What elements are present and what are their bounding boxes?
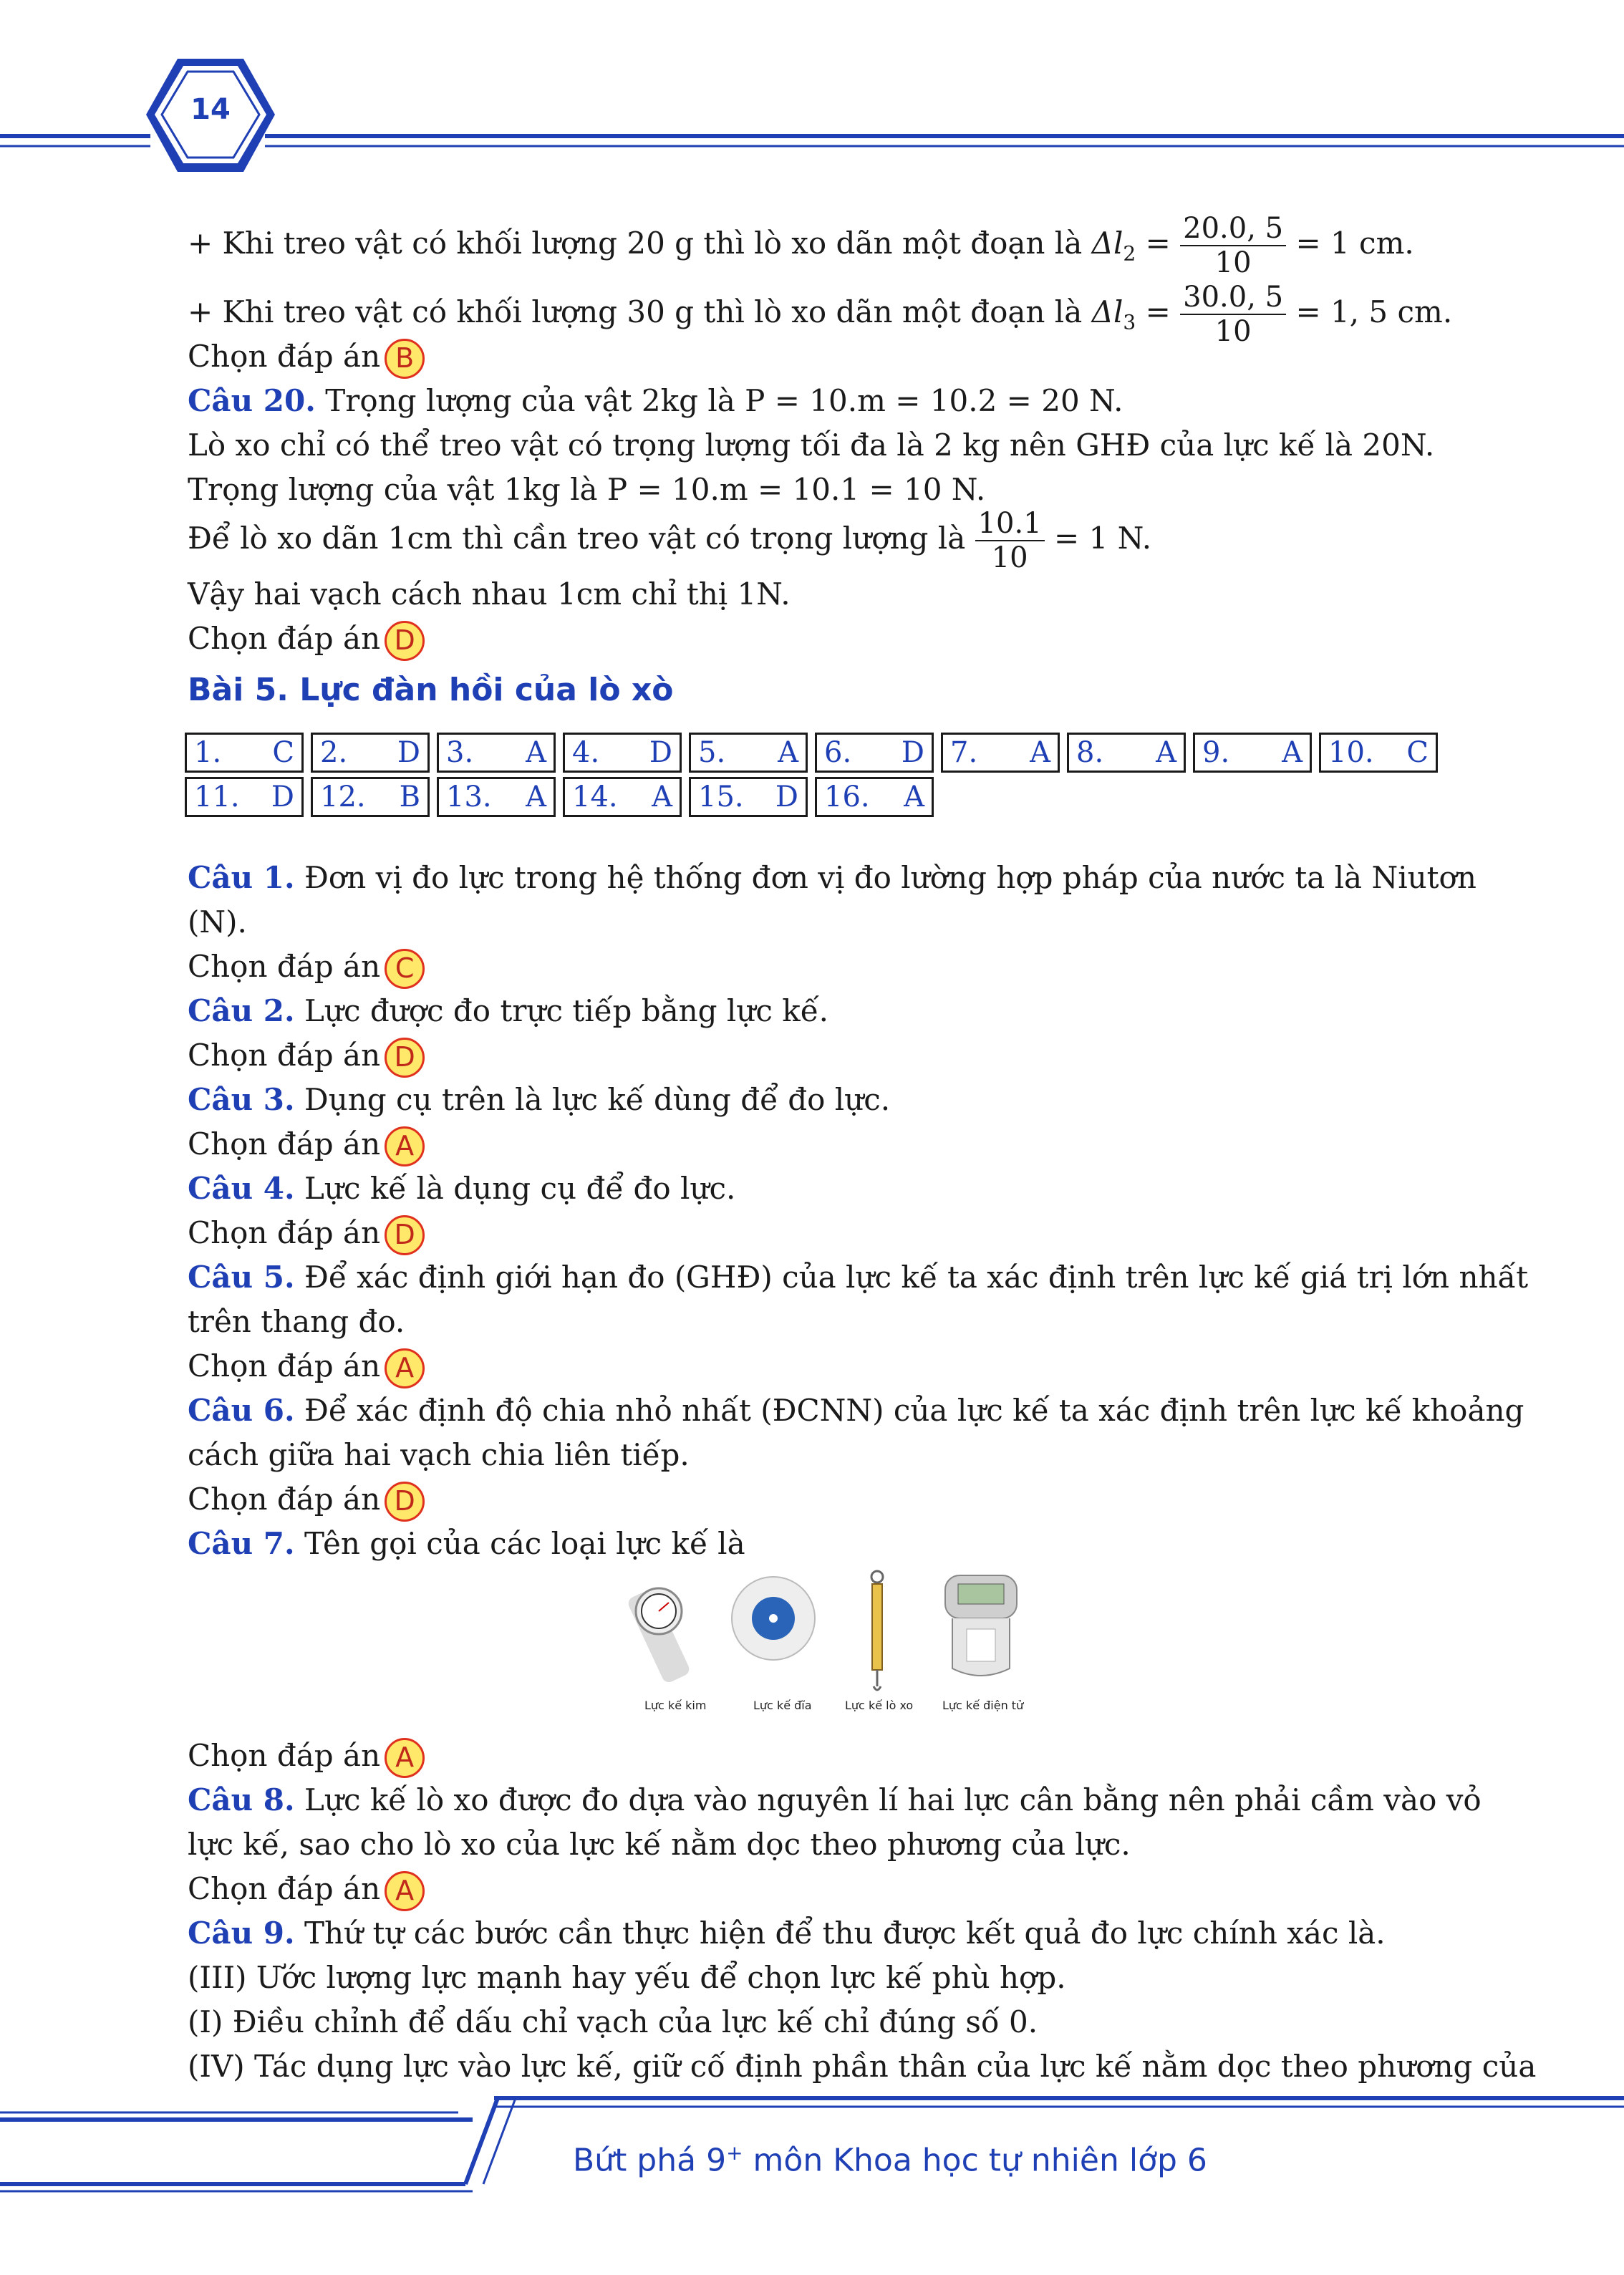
cau20-line-2: Lò xo chỉ có thể treo vật có trọng lượng tối đa là 2 kg nên GHĐ của lực kế là 20N. [188,428,1435,463]
answer-number: 5. [698,736,726,769]
answer-letter: A [1282,736,1302,769]
intro-line-2: + Khi treo vật có khối lượng 30 g thì lò xo dãn một đoạn là $\Delta l_3$ = $\frac{30.0, 5}{10}$ = 1, 5 cm. [188,281,1453,348]
answer-cell [941,733,1060,773]
q5-line-1: Câu 5. Để xác định giới hạn đo (GHĐ) của lực kế ta xác định trên lực kế giá trị lớn nhất [188,1260,1529,1295]
answer-letter: C [1406,736,1429,769]
answer-cell [815,777,934,817]
q3-choose: Chọn đáp án A [188,1124,425,1167]
answer-number: 2. [320,736,348,769]
question-label: Câu 20. [188,383,316,418]
answer-letter: A [778,736,798,769]
intro-line-2-fraction: $\frac{30.0, 5}{10}$ [1180,281,1286,348]
answer-letter: A [1156,736,1176,769]
answer-letter: A [526,736,546,769]
answer-circle: C [385,949,425,989]
digital-force-meter-image [945,1575,1017,1676]
answer-circle: A [385,1126,425,1167]
answer-cell [311,733,430,773]
figure-label: Lực kế kim [644,1699,707,1712]
answer-number: 10. [1328,736,1374,769]
q9-line-2: (III) Ước lượng lực mạnh hay yếu để chọn lực kế phù hợp. [188,1960,1066,1995]
question-label: Câu 5. [188,1260,295,1295]
intro-line-2-sub: 3 [1123,310,1136,334]
q2-choose: Chọn đáp án D [188,1035,425,1078]
intro-line-1-text: + Khi treo vật có khối lượng 20 g thì lò xo dãn một đoạn là [188,226,1092,261]
intro-line-1-sub: 2 [1123,241,1136,266]
answer-circle: D [385,1038,425,1078]
intro-line-2-text: + Khi treo vật có khối lượng 30 g thì lò xo dãn một đoạn là [188,294,1092,329]
answer-letter: A [652,781,672,813]
answer-cell [1319,733,1438,773]
section-title: Bài 5. Lực đàn hồi của lò xò [188,672,674,708]
answer-cell [563,733,682,773]
intro-line-1-var: Δl [1091,226,1123,261]
answer-letter: C [272,736,294,769]
answer-letter: A [526,781,546,813]
answer-circle: A [385,1738,425,1778]
intro-line-2-result: = 1, 5 cm. [1295,294,1453,329]
answer-cell [1193,733,1312,773]
question-label: Câu 3. [188,1082,295,1117]
answer-number: 13. [446,781,492,813]
answer-circle: A [385,1348,425,1388]
dial-force-meter-image [626,1588,691,1685]
cau20-line-1: Câu 20. Trọng lượng của vật 2kg là P = 10.m = 10.2 = 20 N. [188,383,1123,418]
answer-cell [689,733,808,773]
force-meters-figure [616,1568,1031,1697]
cau20-line-4: Để lò xo dãn 1cm thì cần treo vật có trọng lượng là $\frac{10.1}{10}$ = 1 N. [188,507,1152,574]
answer-row [185,733,1438,773]
answer-letter: D [649,736,672,769]
answer-letter: D [397,736,420,769]
q7-line-1: Câu 7. Tên gọi của các loại lực kế là [188,1526,745,1561]
answer-key-table [178,728,1445,821]
answer-circle: D [385,1215,425,1255]
answer-letter: A [1030,736,1050,769]
answer-number: 9. [1202,736,1230,769]
answer-circle: D [385,1482,425,1522]
answer-letter: B [399,781,420,813]
answer-number: 15. [698,781,744,813]
intro-line-2-var: Δl [1091,294,1123,329]
intro-choose: Chọn đáp án B [188,337,425,379]
cau20-fraction: $\frac{10.1}{10}$ [975,507,1045,574]
q5-line-2: trên thang đo. [188,1304,405,1339]
question-label: Câu 2. [188,993,295,1028]
intro-line-1: + Khi treo vật có khối lượng 20 g thì lò xo dãn một đoạn là $\Delta l_2$ = $\frac{20.0, 5}{10}$ = 1 cm. [188,212,1414,279]
cau20-choose: Chọn đáp án D [188,619,425,661]
answer-circle: A [385,1871,425,1911]
answer-cell [437,733,556,773]
q5-choose: Chọn đáp án A [188,1346,425,1388]
figure-label: Lực kế điện tử [942,1699,1024,1712]
disc-force-meter-image [732,1577,815,1660]
answer-number: 3. [446,736,474,769]
q8-line-1: Câu 8. Lực kế lò xo được đo dựa vào nguyên lí hai lực cân bằng nên phải cầm vào vỏ [188,1782,1482,1817]
answer-circle: B [385,339,425,379]
answer-row [185,777,1438,817]
q6-line-2: cách giữa hai vạch chia liên tiếp. [188,1437,690,1472]
q6-choose: Chọn đáp án D [188,1479,425,1522]
cau20-line-3: Trọng lượng của vật 1kg là P = 10.m = 10.1 = 10 N. [188,472,986,507]
q1-choose: Chọn đáp án C [188,947,425,989]
header-decoration [0,0,1624,186]
answer-number: 8. [1076,736,1104,769]
figure-label: Lực kế đĩa [753,1699,812,1712]
q9-line-1: Câu 9. Thứ tự các bước cần thực hiện để thu được kết quả đo lực chính xác là. [188,1916,1386,1951]
q2-line-1: Câu 2. Lực được đo trực tiếp bằng lực kế. [188,993,828,1028]
answer-cell [689,777,808,817]
answer-cell [815,733,934,773]
q6-line-1: Câu 6. Để xác định độ chia nhỏ nhất (ĐCNN) của lực kế ta xác định trên lực kế khoảng [188,1393,1524,1428]
intro-line-1-result: = 1 cm. [1295,226,1414,261]
question-label: Câu 8. [188,1782,295,1817]
q7-choose: Chọn đáp án A [188,1736,425,1778]
question-label: Câu 4. [188,1171,295,1206]
q3-line-1: Câu 3. Dụng cụ trên là lực kế dùng để đo lực. [188,1082,891,1117]
answer-number: 7. [950,736,978,769]
answer-letter: A [904,781,924,813]
question-label: Câu 6. [188,1393,295,1428]
q1-line-2: (N). [188,904,247,940]
question-label: Câu 1. [188,860,295,895]
answer-number: 6. [824,736,852,769]
q8-line-2: lực kế, sao cho lò xo của lực kế nằm dọc theo phương của lực. [188,1827,1131,1862]
q9-line-3: (I) Điều chỉnh để dấu chỉ vạch của lực kế chỉ đúng số 0. [188,2004,1038,2039]
q1-line-1: Câu 1. Đơn vị đo lực trong hệ thống đơn vị đo lường hợp pháp của nước ta là Niutơn [188,860,1476,895]
question-label: Câu 7. [188,1526,295,1561]
answer-cell [563,777,682,817]
answer-letter: D [901,736,924,769]
footer-book-title: Bứt phá 9+ môn Khoa học tự nhiên lớp 6 [573,2141,1207,2179]
answer-number: 1. [194,736,222,769]
answer-number: 12. [320,781,366,813]
answer-cell [185,733,304,773]
figure-label: Lực kế lò xo [845,1699,914,1712]
answer-letter: D [271,781,294,813]
answer-cell [1067,733,1186,773]
cau20-line-5: Vậy hai vạch cách nhau 1cm chỉ thị 1N. [188,576,791,612]
answer-cell [185,777,304,817]
q8-choose: Chọn đáp án A [188,1869,425,1911]
answer-number: 16. [824,781,870,813]
q9-line-4: (IV) Tác dụng lực vào lực kế, giữ cố định phần thân của lực kế nằm dọc theo phương của [188,2049,1537,2084]
answer-number: 14. [572,781,618,813]
page-number: 14 [190,93,231,126]
intro-line-1-fraction: $\frac{20.0, 5}{10}$ [1180,212,1286,279]
spring-force-meter-image [871,1571,883,1690]
answer-number: 4. [572,736,600,769]
answer-cell [311,777,430,817]
question-label: Câu 9. [188,1916,295,1951]
answer-cell [437,777,556,817]
q4-line-1: Câu 4. Lực kế là dụng cụ để đo lực. [188,1171,736,1206]
answer-number: 11. [194,781,240,813]
q4-choose: Chọn đáp án D [188,1213,425,1255]
answer-circle: D [385,621,425,661]
answer-letter: D [775,781,798,813]
